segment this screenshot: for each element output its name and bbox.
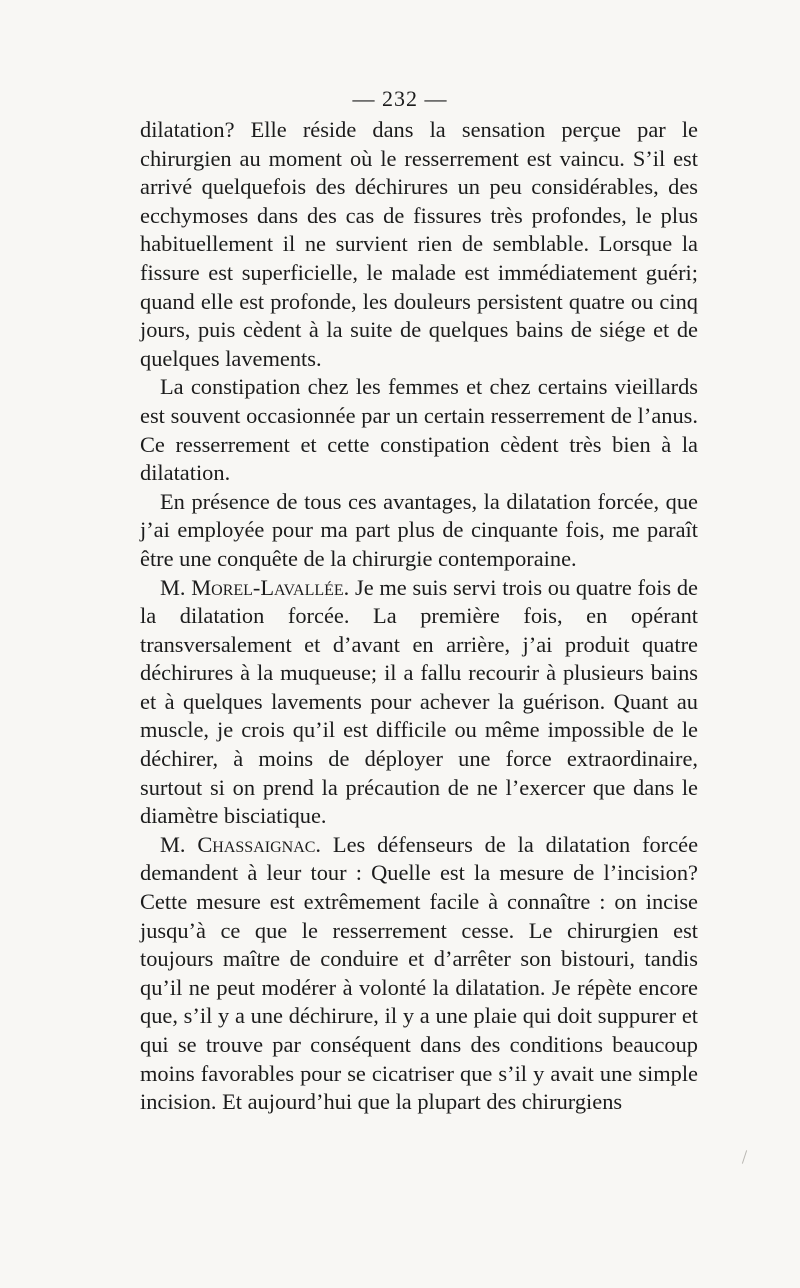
paragraph-5	[140, 831, 698, 1117]
speaker-name: M. Chassaignac.	[160, 831, 322, 857]
paragraph-3	[140, 488, 698, 574]
paper-speck	[742, 1150, 747, 1164]
paragraph-text: dilatation? Elle réside dans la sensation perçue par le chirurgien au moment où le resserrement est vaincu. S’il est arrivé quelquefois des déchirures un peu considérables, des ecchymoses dans des cas de fissures très profondes, le plus habituellement il ne survient rien de semblable. Lorsque la fissure est superficielle, le malade est immédiatement guéri; quand elle est profonde, les douleurs persistent quatre ou cinq jours, puis cèdent à la suite de quelques bains de siége et de quelques lavements.	[140, 117, 698, 371]
paragraph-4	[140, 574, 698, 831]
speaker-name: M. Morel-Lavallée.	[160, 574, 350, 600]
paragraph-text: Les défenseurs de la dilatation forcée demandent à leur tour : Quelle est la mesure de l’incision? Cette mesure est extrêmement facile à connaître : on incise jusqu’à ce que le resserrement cesse. Le chirurgien est toujours maître de conduire et d’arrêter son bistouri, tandis qu’il ne peut modérer à volonté la dilatation. Je répète encore que, s’il y a une déchirure, il y a une plaie qui doit suppurer et qui se trouve par conséquent dans des conditions beaucoup moins favorables pour se cicatriser que s’il y avait une simple incision. Et aujourd’hui que la plupart des chirurgiens	[140, 831, 699, 1115]
paragraph-text: La constipation chez les femmes et chez certains vieillards est souvent occasionnée par un certain resserrement de l’anus. Ce resserrement et cette constipation cèdent très bien à la dilatation.	[140, 374, 698, 486]
body-text	[140, 116, 698, 1117]
page-number: — 232 —	[352, 86, 448, 111]
paragraph-text: En présence de tous ces avantages, la dilatation forcée, que j’ai employée pour ma part plus de cinquante fois, me paraît être une conquête de la chirurgie contemporaine.	[140, 488, 698, 571]
paragraph-text: Je me suis servi trois ou quatre fois de la dilatation forcée. La première fois, en opérant transversalement et d’avant en arrière, j’ai produit quatre déchirures à la muqueuse; il a fallu recourir à plusieurs bains et à quelques lavements pour achever la guérison. Quant au muscle, je crois qu’il est difficile ou même impossible de le déchirer, à moins de déployer une force extraordinaire, surtout si on prend la précaution de ne l’exercer que dans le diamètre bisciatique.	[140, 574, 698, 829]
paragraph-2	[140, 373, 698, 487]
paragraph-1	[140, 116, 698, 373]
